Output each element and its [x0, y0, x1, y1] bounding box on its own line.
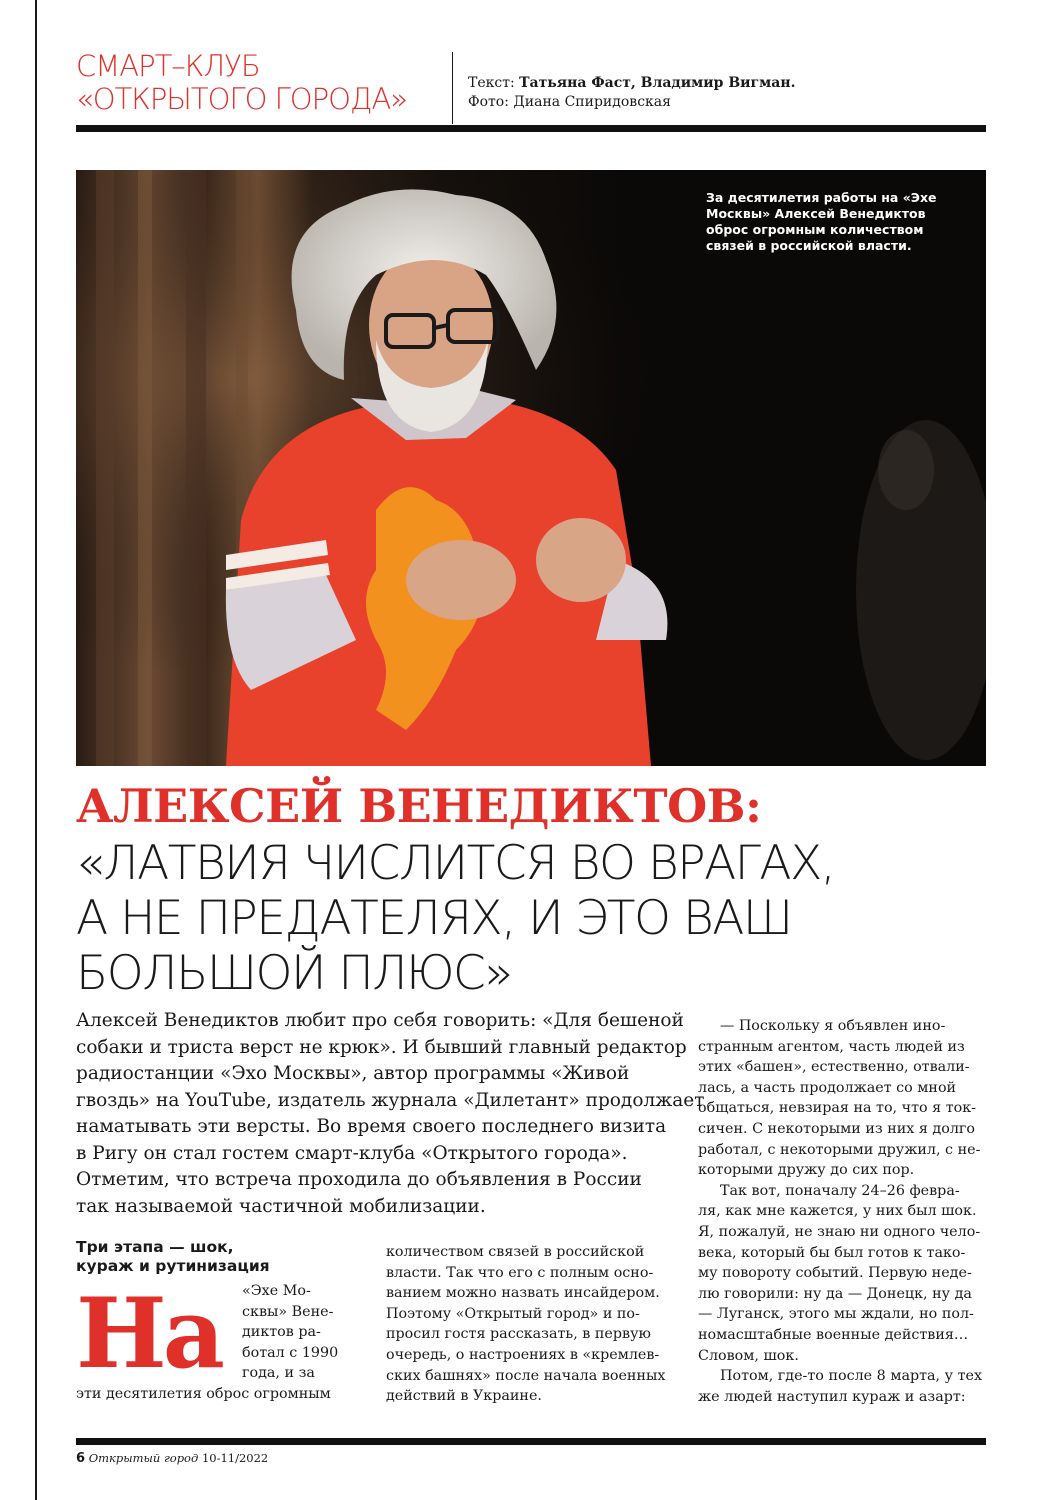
body-line: Словом, шок. [698, 1347, 799, 1364]
lead-line: в Ригу он стал гостем смарт-клуба «Открытого города». [76, 1142, 628, 1164]
body-line: власти. Так что его с полным осно- [386, 1264, 654, 1281]
headline-quote-line: А НЕ ПРЕДАТЕЛЯХ, И ЭТО ВАШ [76, 891, 792, 946]
body-column-middle [386, 1242, 674, 1407]
drop-cap-text [242, 1281, 372, 1384]
lead-line: наматывать эти версты. Во время своего последнего визита [76, 1116, 667, 1137]
left-margin-rule [35, 0, 37, 1500]
body-line: общаться, невзирая на то, что я ток- [698, 1100, 977, 1117]
body-line: «Эхе Мо- [242, 1283, 311, 1299]
body-line: Поэтому «Открытый город» и по- [386, 1305, 640, 1322]
section-title-line: СМАРТ–КЛУБ [76, 49, 260, 83]
text-credit-label: Текст: [468, 75, 515, 91]
body-line: эти десятилетия оброс огромным [76, 1386, 331, 1402]
page-number: 6 [76, 1451, 86, 1466]
body-line: лю говорили: ну да — Донецк, ну да [698, 1285, 972, 1302]
headline-name: АЛЕКСЕЙ ВЕНЕДИКТОВ: [76, 779, 762, 833]
credits [468, 74, 796, 112]
lead-line: так называемой частичной мобилизации. [76, 1195, 486, 1217]
header-divider [452, 52, 453, 124]
photo-credit-author: Диана Спиридовская [513, 94, 671, 110]
photo-caption-line: Москвы» Алексей Венедиктов [706, 206, 926, 221]
issue-number: 10-11/2022 [201, 1451, 269, 1465]
body-line: Я, пожалуй, не знаю ни одного чело- [698, 1223, 981, 1240]
body-line: — Луганск, этого мы ждали, но пол- [698, 1306, 974, 1323]
subhead-line: кураж и рутинизация [76, 1257, 270, 1275]
section-title-line: «ОТКРЫТОГО ГОРОДА» [76, 82, 408, 116]
lead-line: Алексей Венедиктов любит про себя говорить: «Для бешеной [76, 1010, 684, 1031]
text-credit-authors: Татьяна Фаст, Владимир Вигман. [519, 75, 796, 91]
photo-caption-line: За десятилетия работы на «Эхе [706, 190, 937, 205]
body-line: лась, а часть продолжает со мной [698, 1079, 957, 1096]
headline-quote-line: «ЛАТВИЯ ЧИСЛИТСЯ ВО ВРАГАХ, [76, 836, 835, 891]
body-line: года, и за [242, 1365, 315, 1382]
body-line: очередь, о настроениях в «кремлев- [386, 1346, 660, 1363]
lead-line: радиостанции «Эхо Москвы», автор программы «Живой [76, 1063, 630, 1084]
body-line: просил гостя рассказать, в первую [386, 1326, 651, 1343]
body-line: му повороту событий. Первую неде- [698, 1265, 972, 1282]
body-line: Потом, где-то после 8 марта, у тех [720, 1368, 983, 1385]
article-photo [76, 170, 986, 766]
lead-paragraph [76, 1008, 705, 1220]
photo-caption-line: связей в российской власти. [706, 238, 912, 253]
body-line: сичен. С некоторыми из них я долго [698, 1120, 976, 1137]
body-line: действий в Украине. [386, 1388, 542, 1405]
body-line: ских башнях» после начала военных [386, 1367, 666, 1384]
lead-line: гвоздь» на YouTube, издатель журнала «Дилетант» продолжает [76, 1089, 705, 1111]
body-line: работал, с некоторыми дружил, с не- [698, 1141, 981, 1158]
text-credit [468, 74, 796, 93]
section-title [76, 50, 448, 116]
body-line: количеством связей в российской [386, 1244, 645, 1260]
photo-credit [468, 93, 796, 112]
photo-illustration [76, 170, 986, 766]
body-line: ботал с 1990 [242, 1344, 339, 1361]
subhead-line: Три этапа — шок, [76, 1238, 234, 1256]
body-line: века, который бы был готов к тако- [698, 1244, 966, 1261]
body-line: — Поскольку я объявлен ино- [720, 1018, 946, 1034]
drop-cap: На [76, 1277, 221, 1390]
body-line: этих «башен», естественно, отвали- [698, 1059, 970, 1076]
lead-line: Отметим, что встреча проходила до объявления в России [76, 1169, 642, 1190]
header-rule [76, 125, 986, 132]
photo-caption [706, 190, 956, 254]
body-line: странным агентом, часть людей из [698, 1038, 965, 1055]
magazine-name: Открытый город [88, 1451, 199, 1465]
photo-credit-label: Фото: [468, 94, 509, 110]
body-line: сквы» Вене- [242, 1303, 334, 1320]
body-line: которыми дружу до сих пор. [698, 1162, 915, 1179]
section-subhead [76, 1238, 316, 1276]
body-line: Так вот, поначалу 24–26 февра- [720, 1182, 960, 1199]
body-line: номасштабные военные действия… [698, 1326, 969, 1343]
photo-caption-line: оброс огромным количеством [706, 222, 924, 237]
lead-line: собаки и триста верст не крюк». И бывший главный редактор [76, 1036, 687, 1058]
body-line: ванием можно назвать инсайдером. [386, 1285, 660, 1302]
footer-rule [76, 1438, 986, 1445]
headline-quote-line: БОЛЬШОЙ ПЛЮС» [76, 946, 512, 1001]
body-line: ля, как мне кажется, у них был шок. [698, 1203, 977, 1220]
body-column-right [698, 1016, 986, 1407]
body-line: диктов ра- [242, 1324, 321, 1341]
page-footer [76, 1451, 268, 1466]
headline-quote [76, 836, 834, 1001]
body-line: же людей наступил кураж и азарт: [698, 1388, 966, 1405]
